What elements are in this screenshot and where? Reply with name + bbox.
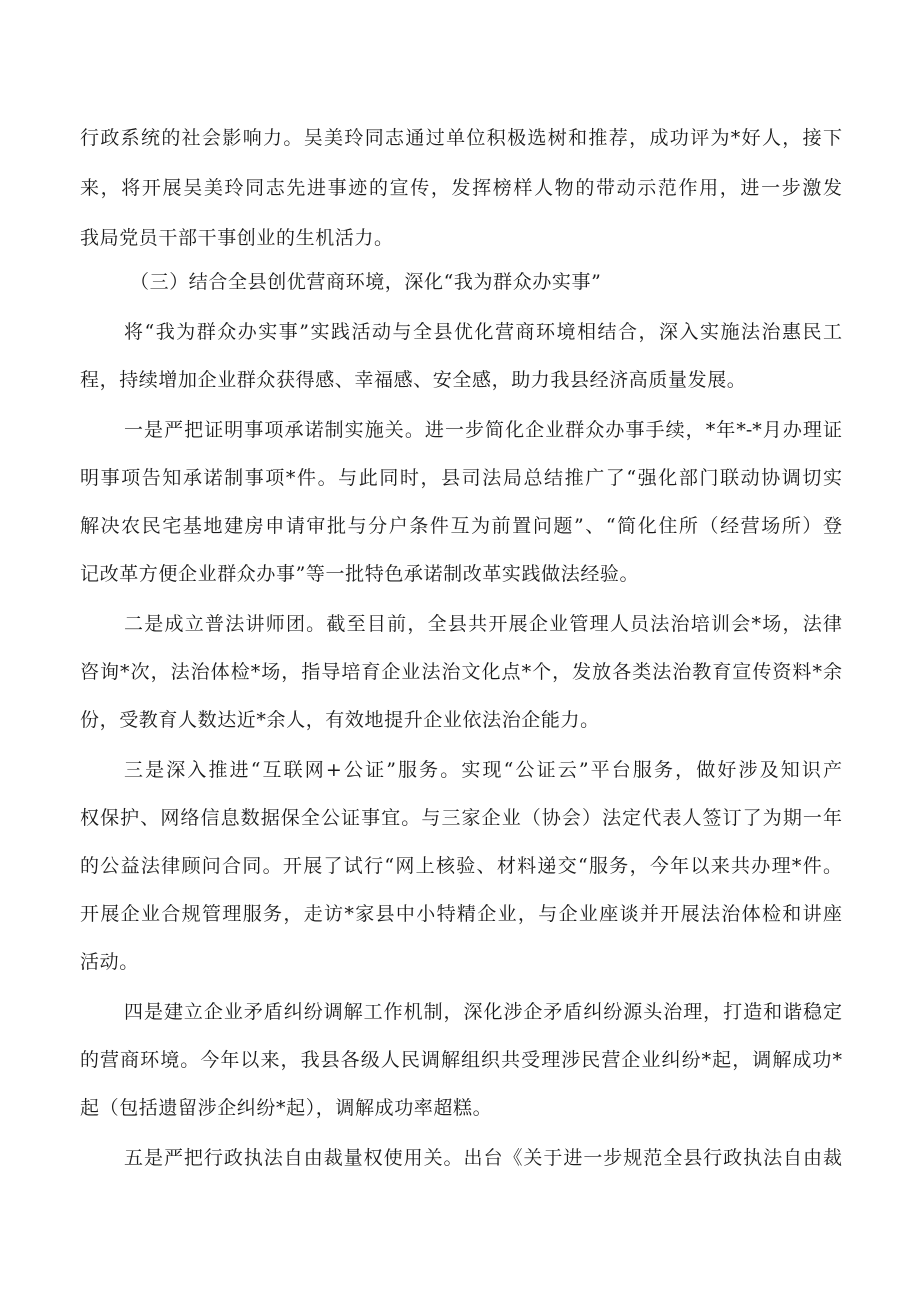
- paragraph-line: 权保护、网络信息数据保全公证事宜。与三家企业（协会）法定代表人签订了为期一年: [80, 807, 842, 829]
- paragraph-line: 记改革方便企业群众办事”等一批特色承诺制改革实践做法经验。: [80, 563, 640, 585]
- paragraph-line: 二是成立普法讲师团。截至目前，全县共开展企业管理人员法治培训会*场，法律: [124, 613, 842, 635]
- paragraph-line: 份，受教育人数达近*余人，有效地提升企业依法治企能力。: [80, 709, 600, 731]
- paragraph-line: 程，持续增加企业群众获得感、幸福感、安全感，助力我县经济高质量发展。: [80, 369, 747, 391]
- paragraph-line: 开展企业合规管理服务，走访*家县中小特精企业，与企业座谈并开展法治体检和讲座: [80, 903, 842, 925]
- paragraph-line: 来，将开展吴美玲同志先进事迹的宣传，发挥榜样人物的带动示范作用，进一步激发: [80, 177, 842, 199]
- paragraph-line: 行政系统的社会影响力。吴美玲同志通过单位积极选树和推荐，成功评为*好人，接下: [80, 127, 842, 149]
- paragraph-line: 将“我为群众办实事”实践活动与全县优化营商环境相结合，深入实施法治惠民工: [124, 321, 842, 343]
- paragraph-line: 三是深入推进“互联网+公证”服务。实现“公证云”平台服务，做好涉及知识产: [124, 759, 842, 781]
- paragraph-line: 咨询*次，法治体检*场，指导培育企业法治文化点*个，发放各类法治教育宣传资料*余: [80, 661, 842, 683]
- paragraph-line: 活动。: [80, 951, 139, 973]
- paragraph-line: 五是严把行政执法自由裁量权使用关。出台《关于进一步规范全县行政执法自由裁: [124, 1147, 842, 1169]
- paragraph-line: 解决农民宅基地建房申请审批与分户条件互为前置问题”、“简化住所（经营场所）登: [80, 515, 842, 537]
- paragraph-line: 我局党员干部干事创业的生机活力。: [80, 227, 394, 249]
- section-heading: （三）结合全县创优营商环境，深化“我为群众办实事”: [130, 271, 602, 293]
- paragraph-line: 的公益法律顾问合同。开展了试行“网上核验、材料递交“服务，今年以来共办理*件。: [80, 855, 842, 877]
- paragraph-line: 起（包括遗留涉企纠纷*起），调解成功率超糕。: [80, 1097, 493, 1119]
- paragraph-line: 一是严把证明事项承诺制实施关。进一步简化企业群众办事手续，*年*-*月办理证: [124, 419, 842, 441]
- paragraph-line: 的营商环境。今年以来，我县各级人民调解组织共受理涉民营企业纠纷*起，调解成功*: [80, 1049, 842, 1071]
- paragraph-line: 明事项告知承诺制事项*件。与此同时，县司法局总结推广了“强化部门联动协调切实: [80, 467, 842, 489]
- paragraph-line: 四是建立企业矛盾纠纷调解工作机制，深化涉企矛盾纠纷源头治理，打造和谐稳定: [124, 1001, 842, 1023]
